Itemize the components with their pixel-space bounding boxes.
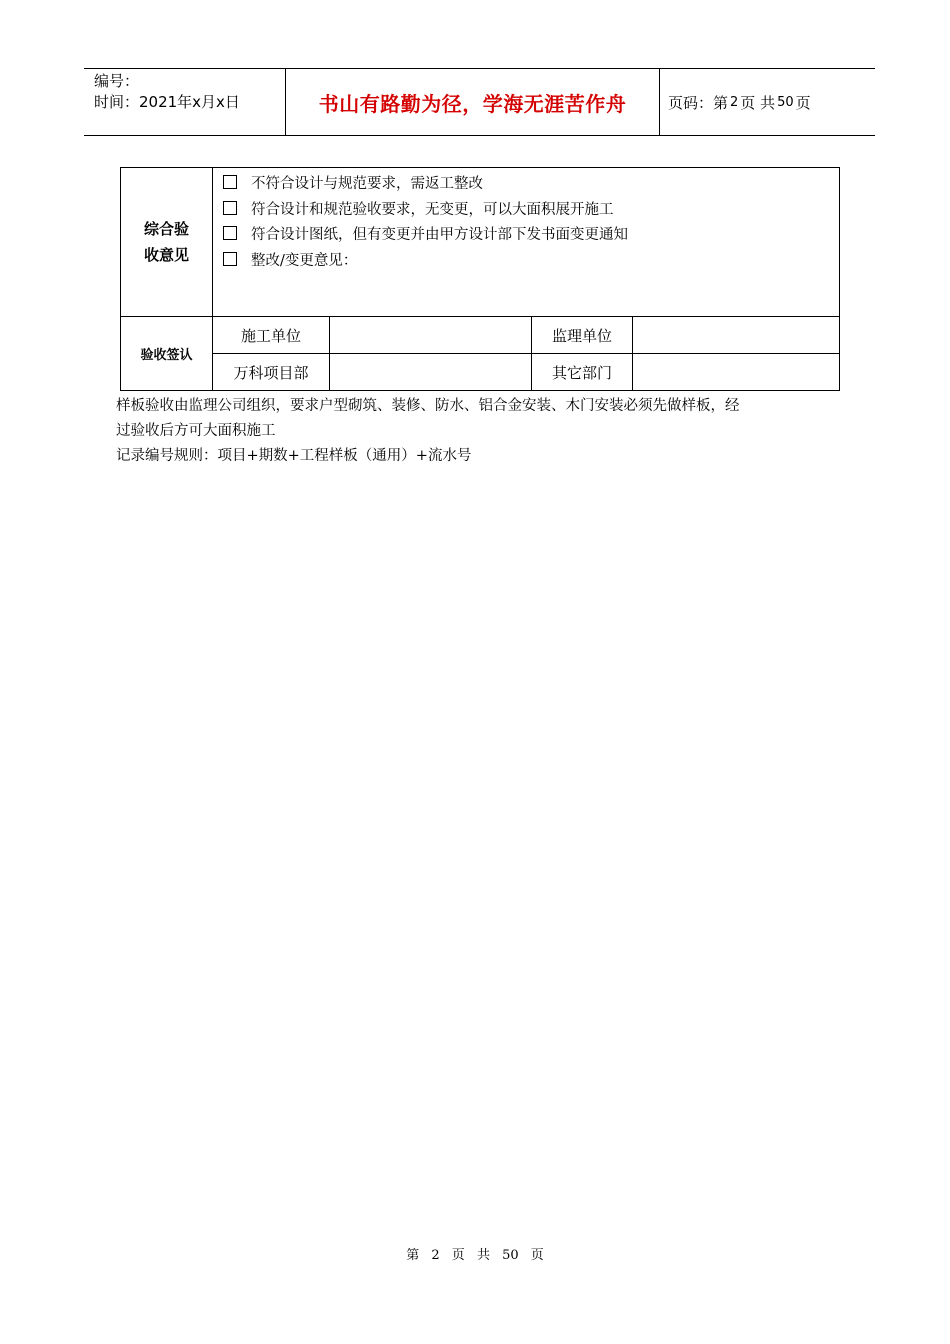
- header-meta: [84, 69, 286, 135]
- footer-ye2: 页: [530, 1248, 544, 1263]
- page-total: 50: [777, 94, 794, 110]
- option-rework[interactable]: [223, 172, 839, 198]
- checkbox-icon[interactable]: [223, 252, 237, 266]
- checkbox-icon[interactable]: [223, 201, 237, 215]
- opinion-label-line2: 收意见: [143, 246, 189, 264]
- page-footer: [0, 1244, 950, 1263]
- header-motto-cell: [286, 69, 660, 135]
- doc-number-label: 编号：: [94, 72, 140, 90]
- sign-row-2: [121, 354, 840, 391]
- page-number: 2: [730, 94, 739, 110]
- footer-gong: 共: [476, 1248, 490, 1263]
- construction-unit-signature[interactable]: [330, 317, 532, 354]
- motto-text: 书山有路勤为径，学海无涯苦作舟: [318, 91, 627, 116]
- header-page-info: [660, 69, 875, 135]
- vanke-project-label: 万科项目部: [213, 354, 330, 391]
- footer-page-number: 2: [431, 1248, 440, 1263]
- opinion-label-line1: 综合验: [143, 220, 189, 238]
- option-pass-no-change[interactable]: [223, 198, 839, 224]
- sign-label-cell: 验收签认: [121, 317, 213, 391]
- checkbox-icon[interactable]: [223, 175, 237, 189]
- page-label: 页码：第: [668, 93, 729, 112]
- opinion-label-cell: [121, 168, 213, 317]
- vanke-project-signature[interactable]: [330, 354, 532, 391]
- other-dept-label: 其它部门: [532, 354, 633, 391]
- option-label: 符合设计和规范验收要求，无变更，可以大面积展开施工: [251, 201, 614, 218]
- supervision-unit-label: 监理单位: [532, 317, 633, 354]
- option-label: 不符合设计与规范要求，需返工整改: [251, 176, 483, 192]
- notes-section: [116, 394, 851, 469]
- option-label: 符合设计图纸，但有变更并由甲方设计部下发书面变更通知: [251, 227, 628, 243]
- option-pass-with-change[interactable]: [223, 223, 839, 249]
- option-label: 整改/变更意见：: [251, 252, 358, 269]
- option-remarks[interactable]: [223, 249, 839, 275]
- page-mid: 页 共: [740, 93, 776, 112]
- page-header: [84, 68, 875, 136]
- footer-total: 50: [502, 1248, 519, 1263]
- sign-row-1: [121, 317, 840, 354]
- opinion-row: [121, 168, 840, 317]
- opinion-options-cell: [213, 168, 840, 317]
- footer-ye: 页: [451, 1248, 465, 1263]
- note-line-2: 过验收后方可大面积施工: [116, 423, 276, 439]
- construction-unit-label: 施工单位: [213, 317, 330, 354]
- date-label: 时间：2021年x月x日: [94, 93, 240, 111]
- footer-di: 第: [406, 1248, 420, 1263]
- checkbox-icon[interactable]: [223, 226, 237, 240]
- note-line-3: 记录编号规则：项目+期数+工程样板（通用）+流水号: [116, 448, 472, 464]
- inspection-form-table: [120, 167, 840, 391]
- note-line-1: 样板验收由监理公司组织，要求户型砌筑、装修、防水、铝合金安装、木门安装必须先做样板，经: [116, 398, 740, 414]
- supervision-unit-signature[interactable]: [633, 317, 840, 354]
- other-dept-signature[interactable]: [633, 354, 840, 391]
- page-end: 页: [795, 93, 811, 112]
